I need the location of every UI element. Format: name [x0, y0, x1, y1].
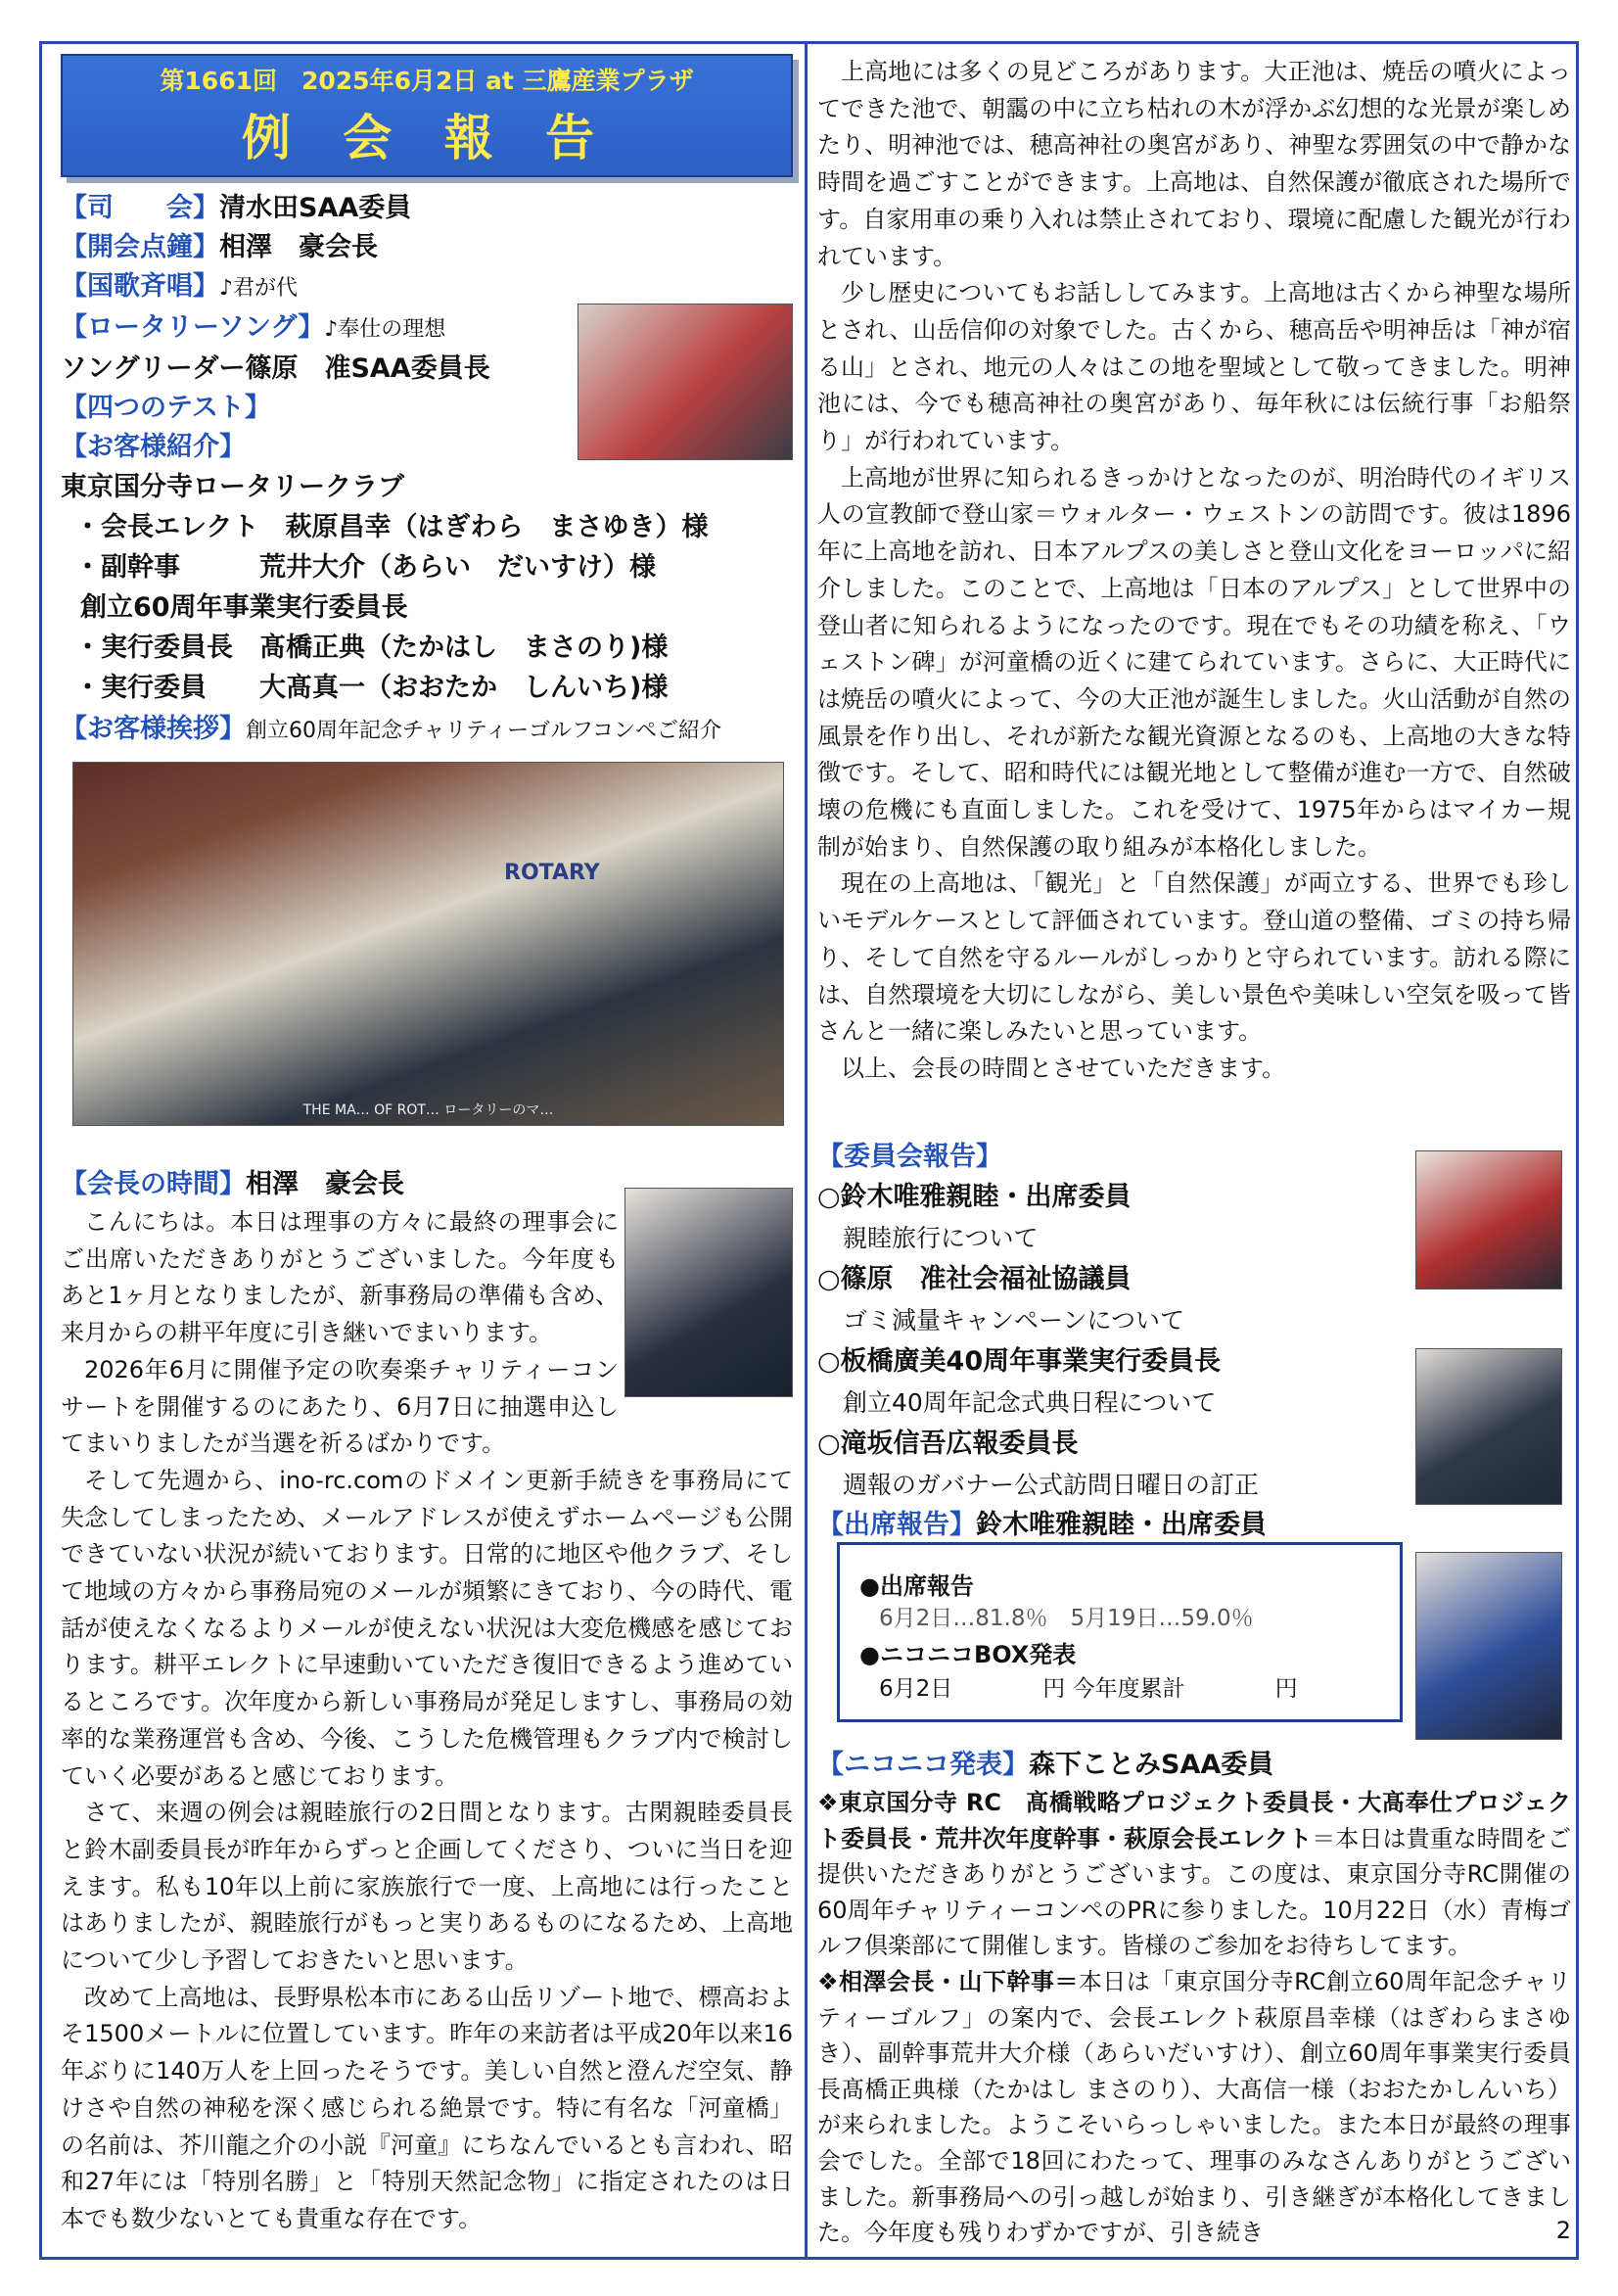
photo-caption: THE MA… OF ROT… ロータリーのマ… — [302, 1102, 554, 1118]
paragraph: 少し歴史についてもお話ししてみます。上高地は古くから神聖な場所とされ、山岳信仰の対象でした。古くから、穂高岳や明神岳は「神が宿る山」とされ、地元の人々はこの地を聖域として敬ってきました。明神池には、今でも穂高神社の奥宮があり、毎年秋には伝統行事「お船祭り」が行われています。 — [817, 279, 1571, 455]
committee-member: ○板橋廣美40周年事業実行委員長 — [817, 1346, 1222, 1377]
page-number: 2 — [1555, 2217, 1571, 2244]
guest-club: 東京国分寺ロータリークラブ — [61, 472, 404, 502]
president-heading: 【会長の時間】相澤 豪会長 — [61, 1169, 404, 1199]
committee-section — [817, 1138, 1405, 1545]
committee-member: ○篠原 准社会福祉協議員 — [817, 1264, 1132, 1294]
paragraph: こんにちは。本日は理事の方々に最終の理事会にご出席いただきありがとうございました。今年度もあと1ヶ月となりましたが、新事務局の準備も含め、来月からの耕平年度に引き継いでまいります。 — [61, 1208, 619, 1347]
committee-topic: 親睦旅行について — [843, 1224, 1039, 1252]
photo-committee-1 — [1415, 1150, 1562, 1289]
attendance-values: 6月2日…81.8％ 5月19日…59.0％ — [879, 1606, 1254, 1631]
attendance-label: ●出席報告 — [859, 1572, 974, 1600]
niconico-section — [817, 1746, 1571, 2251]
guest-line: ・会長エレクト 萩原昌幸（はぎわら まさゆき）様 — [74, 512, 709, 542]
paragraph: 上高地が世界に知られるきっかけとなったのが、明治時代のイギリス人の宣教師で登山家＝ウォルター・ウェストンの訪問です。彼は1896年に上高地を訪れ、日本アルプスの美しさと登山文化をヨーロッパに紹介しました。このことで、上高地は「日本のアルプス」として世界中の登山者に知られるようになったのです。現在でもその功績を称え、「ウェストン碑」が河童橋の近くに建てられています。さらに、大正時代には焼岳の噴火によって、今の大正池が誕生しました。火山活動が自然の風景を作り出し、それが新たな観光資源となるのも、上高地の大きな特徴です。そして、昭和時代には観光地として整備が進む一方で、自然破壊の危機にも直面しました。これを受けて、1975年からはマイカー規制が始まり、自然保護の取り組みが本格化しました。 — [817, 463, 1571, 861]
niconico-entry-head: ❖東京国分寺 RC 髙橋戦略プロジェクト委員長・大髙奉仕プロジェクト委員長・荒井次年度幹事・萩原会長エレクト — [817, 1789, 1571, 1852]
header-banner — [61, 54, 793, 177]
guest-list — [61, 467, 793, 708]
program-item: ソングリーダー篠原 准SAA委員長 — [61, 353, 490, 384]
rotary-banner-text: ROTARY — [504, 861, 600, 885]
guest-greeting: 【お客様挨拶】創立60周年記念チャリティーゴルフコンペご紹介 — [61, 714, 722, 744]
niconico-heading: 【ニコニコ発表】森下ことみSAA委員 — [817, 1750, 1274, 1780]
paragraph: 現在の上高地は、「観光」と「自然保護」が両立する、世界でも珍しいモデルケースとして評価されています。登山道の整備、ゴミの持ち帰り、そして自然を守るルールがしっかりと守られています。訪れる際には、自然環境を大切にしながら、美しい景色や美味しい空気を吸って皆さんと一緒に楽しみたいと思っています。 — [817, 869, 1571, 1046]
program-item: 【四つのテスト】 — [61, 393, 271, 423]
program-item: 【お客様紹介】 — [61, 432, 246, 462]
photo-guest-greeting — [72, 762, 784, 1126]
committee-topic: 創立40周年記念式典日程について — [843, 1388, 1217, 1417]
photo-committee-2 — [1415, 1348, 1562, 1505]
committee-member: ○滝坂信吾広報委員長 — [817, 1429, 1079, 1459]
president-text-left — [61, 1204, 793, 2238]
niconico-entry-body: ＝本日は貴重な時間をご提供いただきありがとうございます。この度は、東京国分寺RC開催の60周年チャリティーコンペのPRに参りました。10月22日（水）青梅ゴルフ倶楽部にて開催します。皆様のご参加をお待ちしてます。 — [817, 1824, 1571, 1960]
committee-topic: 週報のガバナー公式訪問日曜日の訂正 — [843, 1471, 1260, 1499]
program-item: 【司 会】清水田SAA委員 — [61, 193, 412, 223]
meeting-info: 第1661回 2025年6月2日 at 三鷹産業プラザ — [160, 67, 694, 95]
paragraph: 2026年6月に開催予定の吹奏楽チャリティーコンサートを開催するのにあたり、6月7日に抽選申込してまいりましたが当選を祈るばかりです。 — [61, 1355, 619, 1458]
paragraph: 上高地には多くの見どころがあります。大正池は、焼岳の噴火によってできた池で、朝靄の中に立ち枯れの木が浮かぶ幻想的な光景が楽しめたり、明神池では、穂高神社の奥宮があり、神聖な雰囲気の中で静かな時間を過ごすことができます。上高地は、自然保護が徹底された場所です。自家用車の乗り入れは禁止されており、環境に配慮した観光が行われています。 — [817, 58, 1571, 270]
niconico-entry — [817, 1964, 1571, 2251]
president-text-right — [817, 54, 1571, 1088]
program-item: 【ロータリーソング】♪奉仕の理想 — [61, 312, 446, 343]
right-column — [817, 54, 1571, 1088]
niconico-box-values: 6月2日 円 今年度累計 円 — [879, 1676, 1298, 1702]
committee-member: ○鈴木唯雅親睦・出席委員 — [817, 1182, 1132, 1212]
committee-topic: ゴミ減量キャンペーンについて — [843, 1306, 1185, 1335]
attendance-box — [837, 1542, 1403, 1722]
niconico-box-label: ●ニコニコBOX発表 — [859, 1641, 1077, 1668]
program-item: 【国歌斉唱】♪君が代 — [61, 271, 299, 302]
guest-line: ・実行委員 大髙真一（おおたか しんいち)様 — [74, 673, 669, 703]
president-section — [61, 1165, 793, 2238]
committee-heading: 【委員会報告】 — [817, 1142, 1002, 1172]
niconico-entry — [817, 1785, 1571, 1964]
page-title: 例 会 報 告 — [241, 110, 613, 166]
niconico-entry-body: 本日は「東京国分寺RC創立60周年記念チャリティーゴルフ」の案内で、会長エレクト萩原昌幸様（はぎわらまさゆき）、副幹事荒井大介様（あらいだいすけ）、創立60周年事業実行委員長髙橋正典様（たかはし まさのり）、大髙信一様（おおたかしんいち）が来られました。ようこそいらっしゃいました。また本日が最終の理事会でした。全部で18回にわたって、理事のみなさんありがとうございました。新事務局への引っ越しが始まり、引き継ぎが本格化してきました。今年度も残りわずかですが、引き続き — [817, 1967, 1572, 2247]
guest-line: ・実行委員長 髙橋正典（たかはし まさのり)様 — [74, 633, 669, 663]
column-divider — [805, 41, 808, 2260]
photo-attendance — [1415, 1552, 1562, 1740]
guest-line: ・副幹事 荒井大介（あらい だいすけ）様 — [74, 552, 656, 583]
paragraph: そして先週から、ino-rc.comのドメイン更新手続きを事務局にて失念してしまったため、メールアドレスが使えずホームページも公開できていない状況が続いております。日常的に地区や他クラブ、そして地域の方々から事務局宛のメールが頻繁にきており、今の時代、電話が使えなくなるよりメールが使えない状況は大変危機感を感じております。耕平エレクトに早速動いていただき復旧できるよう進めているところです。次年度から新しい事務局が発足しますし、事務局の効率的な業務運営も含め、今後、こうした危機管理もクラブ内で検討していく必要があると感じております。 — [61, 1466, 793, 1790]
program-item: 【開会点鐘】相澤 豪会長 — [61, 232, 378, 262]
paragraph: さて、来週の例会は親睦旅行の2日間となります。古閑親睦委員長と鈴木副委員長が昨年からずっと企画してくださり、ついに当日を迎えます。私も10年以上前に家族旅行で一度、上高地には行ったことはありましたが、親睦旅行がもっと実りあるものになるため、上高地について少し予習しておきたいと思います。 — [61, 1799, 793, 1975]
niconico-entry-head: ❖相澤会長・山下幹事＝ — [817, 1967, 1079, 1995]
paragraph: 改めて上高地は、長野県松本市にある山岳リゾート地で、標高およそ1500メートルに位置しています。昨年の来訪者は平成20年以来16年ぶりに140万人を上回ったそうです。美しい自然と澄んだ空気、静けさや自然の神秘を深く感じられる絶景です。特に有名な「河童橋」の名前は、芥川龍之介の小説『河童』にちなんでいるとも言われ、昭和27年には「特別名勝」と「特別天然記念物」に指定されたのは日本でも数少ないとても貴重な存在です。 — [61, 1983, 793, 2232]
attendance-heading: 【出席報告】鈴木唯雅親睦・出席委員 — [817, 1510, 1267, 1540]
photo-song-leader — [578, 304, 793, 460]
guest-line: 創立60周年事業実行委員長 — [80, 592, 408, 623]
paragraph: 以上、会長の時間とさせていただきます。 — [841, 1054, 1286, 1082]
